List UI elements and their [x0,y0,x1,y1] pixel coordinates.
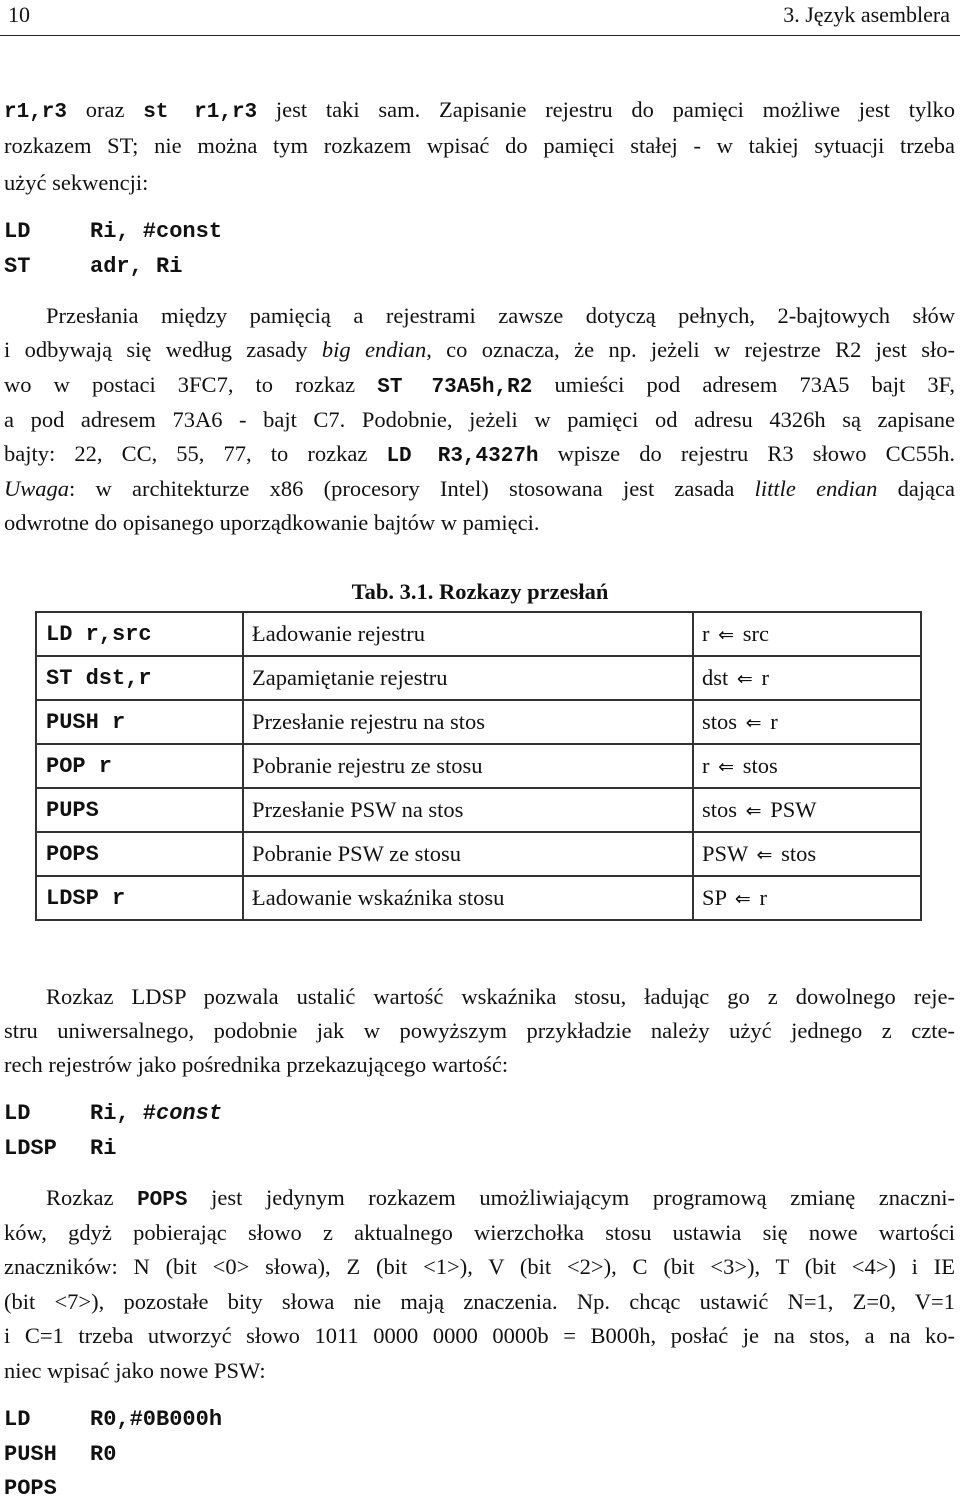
para2-line2 [4,337,955,363]
para1-line2: rozkazem ST; nie można tym rozkazem wpisać do pamięci stałej - w takiej sytuacji trzeba [4,133,955,158]
text: wo w postaci 3FC7, to rozkaz [4,372,356,397]
description-text: Ładowanie rejestru [252,621,426,646]
table-row [36,612,921,656]
para2-line1: Przesłania między pamięcią a rejestrami zawsze dotyczą pełnych, 2-bajtowych słów [46,303,955,328]
para3-line1: Rozkaz LDSP pozwala ustalić wartość wskaźnika stosu, ładując go z dowolnego reje- [46,984,955,1009]
inline-code: POPS [137,1189,188,1212]
table-row [36,700,921,744]
left-arrow-icon: ⇐ [745,712,762,734]
para1-line3: użyć sekwencji: [4,170,149,195]
instruction-table [35,611,922,921]
description-cell [243,700,693,744]
para4-line3: znaczników: N (bit <0> słowa), Z (bit <1>), V (bit <2>), C (bit <3>), T (bit <4>) i IE [4,1254,955,1279]
text: bajty: 22, CC, 55, 77, to rozkaz [4,441,368,466]
code-line [4,1476,90,1501]
para4-line1 [46,1185,955,1212]
operation-src: r [761,665,770,690]
operation-src: PSW [770,797,817,822]
table-row [36,744,921,788]
code-line [4,254,182,279]
text: : w architekturze x86 (procesory Intel) stosowana jest zasada [69,476,735,501]
para2-line6 [4,476,955,502]
instruction-text: ST dst,r [46,665,152,691]
para2-line3 [4,372,955,399]
operation-src: r [759,885,767,910]
description-text: Ładowanie wskaźnika stosu [252,885,505,910]
left-arrow-icon: ⇐ [736,668,753,690]
code-op: POPS [4,1476,57,1501]
instruction-cell [36,656,243,700]
description-cell [243,612,693,656]
code-args: adr, Ri [90,254,183,279]
text: i odbywają się według zasady [4,337,308,362]
instruction-cell [36,788,243,832]
instruction-text: LD r,src [46,621,152,647]
operation-dst: r [702,621,710,646]
operation-src: src [742,621,769,646]
description-text: Pobranie rejestru ze stosu [252,753,483,778]
code-args: R0 [90,1442,117,1467]
operation-src: stos [781,841,817,866]
text: dająca [897,476,956,501]
code-line [4,1442,116,1467]
para4-line2: ków, gdyż pobierając słowo z aktualnego wierzchołka stosu ustawia się nowe wartości [4,1220,955,1245]
left-arrow-icon: ⇐ [718,624,735,646]
code-args-italic: const [156,1101,223,1126]
instruction-text: POP r [46,753,113,779]
description-text: Przesłanie PSW na stos [252,797,464,822]
table-row [36,788,921,832]
inline-code: st r1,r3 [143,101,258,124]
chapter-title: 3. Język asemblera [783,2,950,27]
page-header [0,0,960,36]
operation-dst: SP [702,885,727,910]
operation-dst: dst [702,665,729,690]
code-line [4,1407,222,1432]
inline-code: ST 73A5h,R2 [377,376,533,399]
para2-line5 [4,441,955,468]
para1-line1 [4,97,955,124]
instruction-cell [36,876,243,920]
para4-line5: i C=1 trzeba utworzyć słowo 1011 0000 0000 0000b = B000h, posłać je na stos, a na ko- [4,1323,955,1348]
para2-line7: odwrotne do opisanego uporządkowanie bajtów w pamięci. [4,510,540,535]
description-text: Zapamiętanie rejestru [252,665,448,690]
instruction-text: LDSP r [46,885,126,911]
italic-term: Uwaga [4,476,70,501]
instruction-cell [36,744,243,788]
instruction-cell [36,612,243,656]
para4-line6: niec wpisać jako nowe PSW: [4,1358,266,1383]
text: jest taki sam. Zapisanie rejestru do pamięci możliwe jest tylko [275,97,956,122]
text: umieści pod adresem 73A5 bajt 3F, [554,372,955,397]
instruction-cell [36,700,243,744]
description-cell [243,744,693,788]
description-cell [243,876,693,920]
operation-cell [693,656,921,700]
operation-src: r [770,709,778,734]
description-cell [243,656,693,700]
code-op: LD [4,219,31,244]
operation-dst: stos [702,797,738,822]
code-line [4,219,222,244]
operation-cell [693,612,921,656]
header-rule [0,35,960,36]
para3-line2: stru uniwersalnego, podobnie jak w powyższym przykładzie należy użyć jednego z czte- [4,1018,955,1043]
text: wpisze do rejestru R3 słowo CC55h. [557,441,956,466]
operation-cell [693,744,921,788]
table-caption: Tab. 3.1. Rozkazy przesłań [351,579,609,604]
code-args: Ri, #const [90,219,223,244]
operation-cell [693,788,921,832]
code-line [4,1136,116,1161]
left-arrow-icon: ⇐ [734,888,751,910]
operation-dst: r [702,753,710,778]
italic-term: little endian [754,476,878,501]
text: , co oznacza, że np. jeżeli w rejestrze R2 jest sło- [426,337,955,362]
description-cell [243,832,693,876]
code-args: Ri [90,1136,117,1161]
operation-cell [693,876,921,920]
code-op: PUSH [4,1442,57,1467]
code-args: Ri, # [90,1101,157,1126]
code-op: LD [4,1407,31,1432]
table-row [36,832,921,876]
description-text: Pobranie PSW ze stosu [252,841,461,866]
code-op: ST [4,254,31,279]
operation-dst: stos [702,709,738,734]
operation-cell [693,700,921,744]
code-op: LD [4,1101,31,1126]
operation-src: stos [742,753,778,778]
instruction-text: POPS [46,841,99,867]
table-row [36,876,921,920]
code-line [4,1101,222,1126]
para3-line3: rech rejestrów jako pośrednika przekazującego wartość: [4,1052,509,1077]
italic-term: big endian [321,337,427,362]
inline-code: LD R3,4327h [386,445,539,468]
code-args: R0,#0B000h [90,1407,223,1432]
code-op: LDSP [4,1136,57,1161]
page-number: 10 [8,2,30,27]
table-row [36,656,921,700]
para2-line4: a pod adresem 73A6 - bajt C7. Podobnie, jeżeli w pamięci od adresu 4326h są zapisane [4,407,955,432]
left-arrow-icon: ⇐ [718,756,735,778]
left-arrow-icon: ⇐ [745,800,762,822]
description-cell [243,788,693,832]
left-arrow-icon: ⇐ [756,844,773,866]
text: oraz [85,97,125,122]
text: jest jedynym rozkazem umożliwiającym programową zmianę znaczni- [211,1185,955,1210]
operation-cell [693,832,921,876]
instruction-text: PUPS [46,797,99,823]
instruction-text: PUSH r [46,709,126,735]
instruction-cell [36,832,243,876]
inline-code: r1,r3 [4,101,68,124]
para4-line4: (bit <7>), pozostałe bity słowa nie mają znaczenia. Np. chcąc ustawić N=1, Z=0, V=1 [4,1289,955,1314]
operation-dst: PSW [702,841,748,866]
description-text: Przesłanie rejestru na stos [252,709,486,734]
text: Rozkaz [46,1185,114,1210]
